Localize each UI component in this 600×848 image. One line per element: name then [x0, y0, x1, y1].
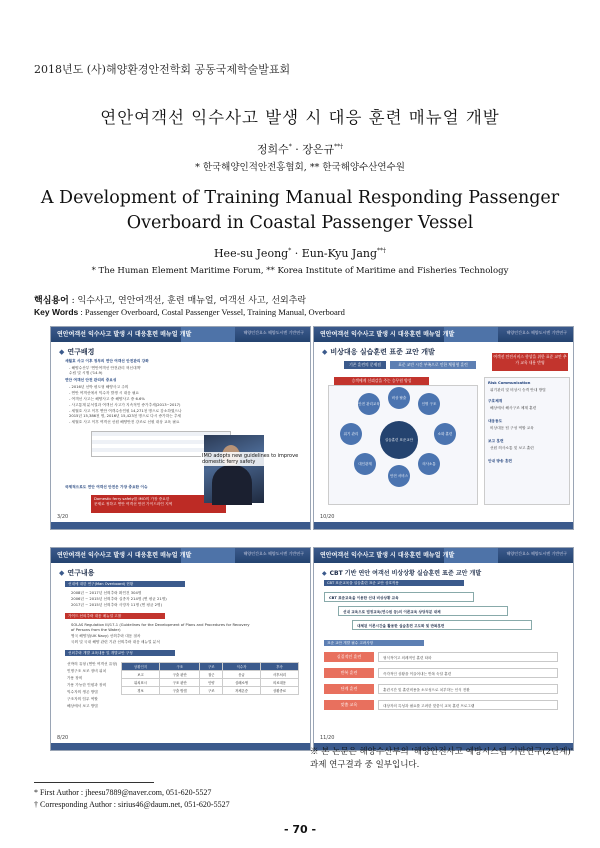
table-cell: 경보 [122, 687, 160, 695]
step-box: CBT 표준교육을 이용한 선내 비상상황 교육 [324, 592, 474, 602]
slide-line: - 연안 여객선에서 익수자 발생 시 대응 필요 [69, 391, 140, 395]
slide-line: - 세월호 사고 이후 여객선 선원 해양안전 강조로 선원 대상 교육 필요 [69, 420, 180, 424]
table-cell: 접근 [200, 671, 223, 679]
criteria-label: 맞춤 교육 [324, 700, 374, 710]
imo-photo [204, 435, 264, 503]
table-cell: 사후처리 [260, 671, 298, 679]
highlight-line: Domestic ferry safety를 IMO의 가장 중요한 [94, 497, 170, 501]
slide-research-background [50, 326, 311, 530]
slide-line: 국제적으로도 연안 여객선 안전은 가장 중요한 이슈 [65, 485, 148, 489]
person-suit [212, 465, 252, 505]
slide-section-title: ◆ 비상대응 실습훈련 표준 교안 개발 [322, 347, 435, 357]
list-item: 가용 장비 [67, 676, 83, 680]
right-banner: 여객선 안전서비스 향상을 위한 표준 교안 추가 교육 내용 반영 [492, 353, 568, 371]
slide-page-number: 3/20 [57, 514, 69, 520]
center-circle: 실습훈련 표준교안 [380, 421, 418, 459]
table-header-cell: 익수자 [223, 663, 261, 671]
step-box: 선내 교육으로 법정교육(연수원 등)의 이론교육 상당부분 대체 [338, 606, 508, 616]
slide-header-tab: 해양인간요소 해양도시엔 기반연구 [506, 551, 567, 556]
node-circle: 안전 관리교육 [358, 393, 380, 415]
slide-line: 세월호 사고 이후 정부의 연안 여객선 안전관리 강화 [65, 359, 149, 363]
list-item: 해상에서 보고 방법 [67, 704, 98, 708]
author-2-en-mark: **† [377, 247, 387, 255]
slide-cbt-standard [313, 547, 574, 751]
footnote-corresponding: † Corresponding Author : sirius46@daum.net, 051-620-5527 [34, 800, 230, 809]
slide-header-tab: 해양인간요소 해양도시엔 기반연구 [243, 330, 304, 335]
content-line: SOLAS Regulation III/17-1 (Guidelines for the Development of Plans and Procedures for Recovery of Persons from the Water) [71, 623, 250, 632]
content-line: 국외 및 국내 해양 관련 기관 선외추락 대응 매뉴얼 분석 [71, 640, 160, 644]
side-item: 비상대응 팀 구성 역할 교육 [490, 426, 534, 430]
authors-english [0, 247, 600, 260]
author-2-ko: 장은규 [302, 143, 335, 156]
title-korean: 연안여객선 익수사고 발생 시 대응 훈련 매뉴얼 개발 [100, 108, 500, 127]
table-cell: 구조 [200, 687, 223, 695]
author-2-ko-mark: **† [334, 143, 344, 151]
table-header-cell: 상황인지 [122, 663, 160, 671]
author-1-en: Hee-su Jeong [213, 247, 289, 260]
side-item: 위기관리 및 비상시 승객 안내 방법 [490, 388, 546, 392]
slide-line: - 세월호 사고 이후 연안 여객수송인원 14,271천 명으로 감소하였으나 [69, 409, 182, 413]
side-item: 구호체계 [488, 399, 503, 403]
title-english: A Development of Training Manual Responding Passenger Overboard in Coastal Passenger Vessel [40, 188, 560, 233]
slide-header [51, 327, 310, 342]
content-table [121, 662, 299, 695]
table-cell: 위치표시 [122, 679, 160, 687]
authors-korean [0, 141, 600, 157]
keywords-en-label: Key Words [34, 307, 79, 317]
content-line: 영국 해양청(UK Navy) 선외추락 대응 절차 [71, 634, 141, 638]
table-cell: 상황종료 [260, 687, 298, 695]
highlight-line: 문제로 정하고 연안 여객선 안전 가이드라인 지역 [94, 502, 173, 506]
keywords-en-text: : Passenger Overboard, Costal Passenger Vessel, Training Manual, Overboard [78, 307, 345, 317]
side-item: 보고 훈련 [488, 439, 504, 443]
table-cell: 인양 [200, 679, 223, 687]
content-bar: 선외추락 개발 교육내용 및 개발교안 구성 [65, 650, 175, 656]
slide-title: 연안여객선 익수사고 발생 시 대응훈련 매뉴얼 개발 [57, 552, 192, 559]
table-cell: 심폐소생 [223, 679, 261, 687]
slide-section-title: ◆ CBT 기반 연안 여객선 비상상황 실습훈련 표준 교안 개발 [322, 568, 481, 577]
step-box: 대체된 이론시간을 활용한 실습훈련 고도화 및 반복훈련 [352, 620, 532, 630]
author-1-ko-mark: * [288, 143, 292, 151]
side-item: 선원 의사소통 및 보고 훈련 [490, 446, 534, 450]
slide-header [314, 548, 573, 563]
side-item: 안내 방송 훈련 [488, 459, 512, 463]
node-circle: 안전 서비스 [388, 465, 410, 487]
table-row [122, 687, 299, 695]
list-item: 가용 가능한 인원과 장비 [67, 683, 107, 687]
author-1-en-mark: * [288, 247, 292, 255]
slide-line: 연안 여객선 안전 관리의 중요성 [65, 378, 117, 382]
slide-section-title: ◆ 연구내용 [59, 568, 94, 578]
slide-page-number: 11/20 [320, 735, 335, 741]
node-circle: 의사소통 [418, 453, 440, 475]
table-cell: 의료대응 [260, 679, 298, 687]
funding-note: ※ 본 논문은 해양수산부의 '해양안전사고 예방시스템 기반연구(2단계)' 과제 연구결과 중 일부입니다. [310, 747, 574, 770]
slide-header [51, 548, 310, 563]
keywords-ko-text: : 익수사고, 연안여객선, 훈련 매뉴얼, 여객선 사고, 선외추락 [68, 296, 307, 306]
content-bar: 선내에 대한 연구(Man Overboard) 현황 [65, 581, 185, 587]
content-bar: 가이드 선외추락 대응 매뉴얼 고찰 [65, 613, 165, 619]
slide-line: - 해양수산부 '연안여객선 안전관리 혁신대책' [69, 366, 142, 370]
criteria-text: 형식적이고 의례적인 훈련 타파 [378, 652, 558, 662]
slide-footer-bar [314, 522, 573, 529]
author-sep-en: · [291, 247, 302, 260]
slide-section-title: ◆ 연구배경 [59, 347, 94, 357]
slide-research-content [50, 547, 311, 751]
table-row [122, 679, 299, 687]
table-cell: 구출 방법 [159, 687, 200, 695]
slide-training-standard [313, 326, 574, 530]
affiliation-korean: * 한국해양인적안전홍협회, ** 한국해양수산연수원 [195, 162, 405, 173]
content-line: 2017년 ~ 2015년 선외추락 사망자 11명 (연 평균 2명) [71, 603, 163, 607]
slide-title: 연안여객선 익수사고 발생 시 대응훈련 매뉴얼 개발 [320, 331, 455, 338]
criteria-text: 훈련시간 및 훈련비용을 소모성으로 치부하는 인식 전환 [378, 684, 558, 694]
red-banner: 승객에게 신뢰감을 주는 승무원 양성 [334, 377, 429, 385]
slide-header-tab: 해양인간요소 해양도시엔 기반연구 [506, 330, 567, 335]
table-cell: 저체온증 [223, 687, 261, 695]
slide-footer-bar [51, 522, 310, 529]
keywords-ko-label: 핵심용어 [34, 295, 69, 305]
slide-title: 연안여객선 익수사고 발생 시 대응훈련 매뉴얼 개발 [57, 331, 192, 338]
content-line: 2008년 ~ 2017년 선외추락 확인건 304명 [71, 591, 142, 595]
table-header-cell: 후속 [260, 663, 298, 671]
slide-line: 수립 및 시행 ('14.9) [69, 371, 103, 375]
criteria-text: 즉각적인 상황을 이끌어내는 반복 숙달 훈련 [378, 668, 558, 678]
criteria-text: 대상자의 특성과 필요를 고려한 맞춤식 교육 훈련 프로그램 [378, 700, 558, 710]
mid-banner: 표준 교안 시간 부족으로 인한 체험형 훈련 [390, 361, 476, 369]
keywords-english [34, 307, 345, 317]
footnote-rule [34, 782, 154, 783]
list-item: 익수자의 생존 방법 [67, 690, 98, 694]
list-item: 구조자의 임무 역할 [67, 697, 98, 701]
criteria-label: 실질적인 훈련 [324, 652, 374, 662]
side-item: 해상에서 해사구조 체계 훈련 [490, 406, 537, 410]
table-cell: 응급 [223, 671, 261, 679]
left-banner: 기존 훈련의 문제점 [344, 361, 386, 369]
table-cell: 구출 판단 [159, 671, 200, 679]
slide-header-tab: 해양인간요소 해양도시엔 기반연구 [243, 551, 304, 556]
author-2-en: Eun-Kyu Jang [301, 247, 378, 260]
node-circle: 소화 훈련 [434, 423, 456, 445]
sub-banner: 표준 교안 개발 필수 고려사항 [324, 640, 424, 646]
node-circle: 위기 관리 [340, 423, 362, 445]
conference-header: 2018년도 (사)해양환경안전학회 공동국제학술발표회 [34, 63, 291, 76]
node-circle: 대인관계 [354, 453, 376, 475]
page-number: - 70 - [283, 823, 317, 836]
table-cell: 구조 판단 [159, 679, 200, 687]
slide-line: - 여객선 사고는 해양사고 중 해양사고 중 6.6% [69, 397, 145, 401]
list-item: 인명구조 보조 장비 위치 [67, 669, 107, 673]
footnote-first-author: * First Author : jheesu7889@naver.com, 051-620-5527 [34, 788, 212, 797]
slide-header [314, 327, 573, 342]
node-circle: 인명 구조 [418, 393, 440, 415]
slide-line: 2015년 15,386천 명, 2016년 15,423천 명으로 다시 증가하는 추세 [69, 414, 182, 418]
affiliation-english: * The Human Element Maritime Forum, ** Korea Institute of Maritime and Fisheries Technology [91, 266, 509, 276]
step-banner: CBT 표준교육을 실습훈련 표준 교안 상호작용 [324, 580, 464, 586]
table-header-cell: 구조 [159, 663, 200, 671]
slide-page-number: 10/20 [320, 514, 335, 520]
criteria-label: 단계 훈련 [324, 684, 374, 694]
side-item: Risk Communication [488, 381, 531, 385]
table-row [122, 671, 299, 679]
table-header-row [122, 663, 299, 671]
list-item: 선박의 유형 (연안 여객선 유형) [67, 662, 118, 666]
content-line: 2006년 ~ 2015년 선외추락 실종자 214명 (연 평균 21명) [71, 597, 167, 601]
slide-title: 연안여객선 익수사고 발생 시 대응훈련 매뉴얼 개발 [320, 552, 455, 559]
keywords-korean [34, 293, 306, 306]
table-cell: 보고 [122, 671, 160, 679]
slide-footer-bar [51, 743, 310, 750]
table-header-cell: 구조 [200, 663, 223, 671]
side-item: 대응동도 [488, 419, 503, 423]
slide-line: - 2016년 선박 평도형 해양사고 주의 [69, 385, 129, 389]
photo-caption: IMO adopts new guidelines to improve domestic ferry safety [201, 452, 311, 466]
criteria-label: 반복 훈련 [324, 668, 374, 678]
author-sep-ko: · [291, 143, 303, 156]
slide-page-number: 8/20 [57, 735, 69, 741]
node-circle: 비상 탈출 [388, 387, 410, 409]
slide-line: - 사고통계 분석결과 여객선 사고가 지속적인 증가추세(2013~2017) [69, 403, 181, 407]
author-1-ko: 정희수 [256, 143, 289, 156]
